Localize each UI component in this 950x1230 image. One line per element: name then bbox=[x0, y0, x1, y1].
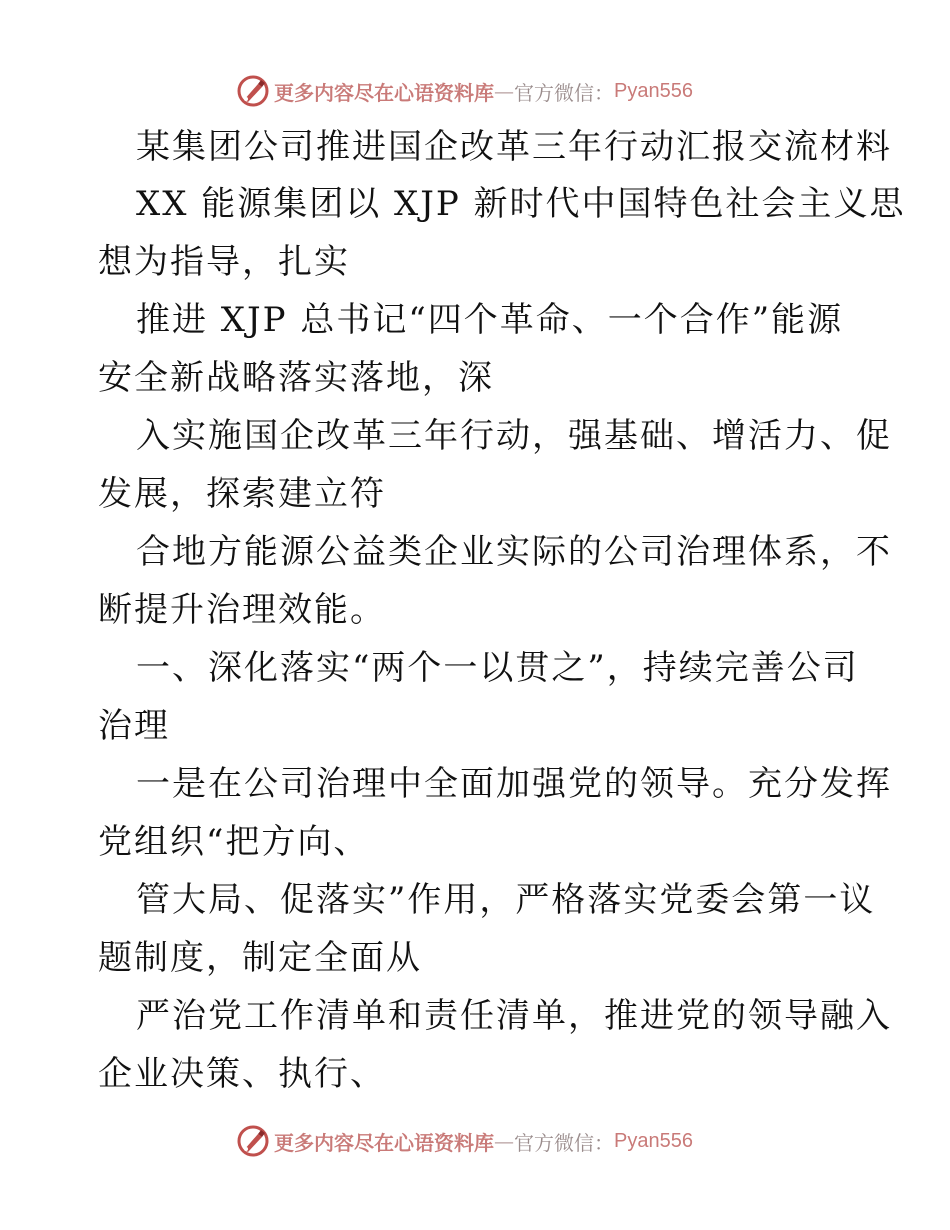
text-line: 企业决策、执行、 bbox=[98, 1054, 386, 1094]
text-line: 题制度，制定全面从 bbox=[98, 938, 422, 978]
banner-official-text: 官方微信： bbox=[514, 1130, 614, 1155]
text-line: XX 能源集团以 XJP 新时代中国特色社会主义思 bbox=[136, 184, 906, 224]
banner-main-text: 更多内容尽在心语资料库 bbox=[274, 1130, 494, 1155]
footer-banner bbox=[236, 1124, 693, 1158]
text-line: 合地方能源公益类企业实际的公司治理体系，不 bbox=[136, 532, 892, 572]
banner-separator: — bbox=[494, 79, 514, 103]
pen-logo-icon bbox=[236, 74, 270, 108]
banner-separator: — bbox=[494, 1129, 514, 1153]
text-line: 想为指导，扎实 bbox=[98, 242, 350, 282]
document-title: 某集团公司推进国企改革三年行动汇报交流材料 bbox=[136, 127, 892, 167]
pen-logo-icon bbox=[236, 1124, 270, 1158]
banner-wechat-id: Pyan556 bbox=[614, 79, 693, 102]
text-line: 安全新战略落实落地，深 bbox=[98, 358, 494, 398]
banner-main-text: 更多内容尽在心语资料库 bbox=[274, 80, 494, 105]
text-line: 发展，探索建立符 bbox=[98, 474, 386, 514]
text-line: 断提升治理效能。 bbox=[98, 590, 386, 630]
section-heading: 治理 bbox=[98, 706, 170, 746]
text-line: 一是在公司治理中全面加强党的领导。充分发挥 bbox=[136, 764, 892, 804]
text-line: 管大局、促落实”作用，严格落实党委会第一议 bbox=[136, 880, 876, 920]
banner-official-text: 官方微信： bbox=[514, 80, 614, 105]
text-line: 推进 XJP 总书记“四个革命、一个合作”能源 bbox=[136, 300, 844, 340]
header-banner bbox=[236, 74, 693, 108]
text-line: 严治党工作清单和责任清单，推进党的领导融入 bbox=[136, 996, 892, 1036]
text-line: 入实施国企改革三年行动，强基础、增活力、促 bbox=[136, 416, 892, 456]
section-heading: 一、深化落实“两个一以贯之”，持续完善公司 bbox=[136, 648, 859, 688]
text-line: 党组织“把方向、 bbox=[98, 822, 370, 862]
banner-wechat-id: Pyan556 bbox=[614, 1129, 693, 1152]
